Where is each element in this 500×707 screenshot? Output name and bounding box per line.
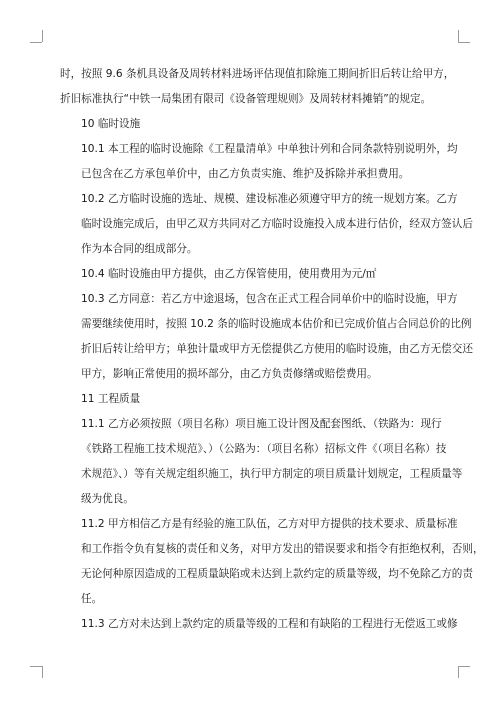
- text-line: 折旧标准执行“中铁一局集团有限司《设备管理规则》及周转材料摊销”的规定。: [60, 93, 432, 105]
- text-line: 《铁路工程施工技术规范》、）（公路为：（项目名称）招标文件《（项目名称）技: [81, 443, 447, 455]
- crop-mark-top-right-h: [458, 42, 470, 43]
- text-line: 10.4 临时设施由甲方提供，由乙方保管使用，使用费用为元/㎡: [81, 268, 377, 280]
- text-line: 10.3 乙方同意：若乙方中途退场，包含在正式工程合同单价中的临时设施，甲方: [81, 293, 458, 305]
- paragraph: [60, 412, 463, 512]
- text-line: 需要继续使用时，按照 10.2 条的临时设施成本估价和已完成价值占合同总价的比例: [81, 318, 472, 330]
- section-heading: [60, 387, 448, 412]
- text-line: 作为本合同的组成部分。: [81, 243, 198, 255]
- text-line: 时，按照 9.6 条机具设备及周转材料进场评估现值扣除施工期间折旧后转让给甲方，: [60, 68, 455, 80]
- text-line: 级为优良。: [81, 493, 134, 505]
- text-line: 甲方，影响正常使用的损坏部分，由乙方负责修缮或赔偿费用。: [81, 368, 378, 380]
- crop-mark-bottom-right-v: [458, 666, 459, 678]
- text-line: 术规范》、）等有关规定组织施工，执行甲方制定的项目质量计划规定，工程质量等: [81, 468, 463, 480]
- text-line: 无论何种原因造成的工程质量缺陷或未达到上款约定的质量等级，均不免除乙方的责: [81, 568, 473, 580]
- text-line: 11.3 乙方对未达到上款约定的质量等级的工程和有缺陷的工程进行无偿返工或修: [81, 618, 458, 630]
- text-line: 折旧后转让给甲方；单独计量或甲方无偿提供乙方使用的临时设施，由乙方无偿交还: [81, 343, 473, 355]
- text-line: 任。: [81, 593, 103, 605]
- text-line: 和工作指令负有复核的责任和义务，对甲方发出的错误要求和指令有拒绝权利，否则，: [81, 543, 484, 555]
- crop-mark-top-right-v: [458, 30, 459, 42]
- document-body: [60, 62, 484, 637]
- paragraph: [60, 287, 473, 387]
- paragraph: [60, 612, 458, 637]
- text-line: 10.1 本工程的临时设施除《工程量清单》中单独计列和合同条款特别说明外，均: [81, 143, 458, 155]
- text-line: 临时设施完成后，由甲乙双方共同对乙方临时设施投入成本进行估价，经双方签认后: [81, 218, 473, 230]
- crop-mark-bottom-left-h: [30, 666, 42, 667]
- section-heading: [60, 112, 448, 137]
- paragraph: [60, 187, 473, 262]
- paragraph: [60, 262, 448, 287]
- crop-mark-bottom-right-h: [458, 666, 470, 667]
- text-line: 10.2 乙方临时设施的选址、规模、建设标准必须遵守甲方的统一规划方案。乙方: [81, 193, 458, 205]
- crop-mark-top-left-v: [42, 30, 43, 42]
- text-line: 已包含在乙方承包单价中，由乙方负责实施、维护及拆除并承担费用。: [81, 168, 410, 180]
- paragraph: [60, 512, 484, 612]
- text-line: 11.2 甲方相信乙方是有经验的施工队伍，乙方对甲方提供的技术要求、质量标准: [81, 518, 458, 530]
- paragraph: [60, 137, 458, 187]
- crop-mark-top-left-h: [30, 42, 42, 43]
- text-line: 11.1 乙方必须按照（项目名称）项目施工设计图及配套图纸、（铁路为：现行: [81, 418, 442, 430]
- text-line: 10 临时设施: [81, 118, 141, 130]
- paragraph: [60, 62, 455, 112]
- text-line: 11 工程质量: [81, 393, 141, 405]
- crop-mark-bottom-left-v: [42, 666, 43, 678]
